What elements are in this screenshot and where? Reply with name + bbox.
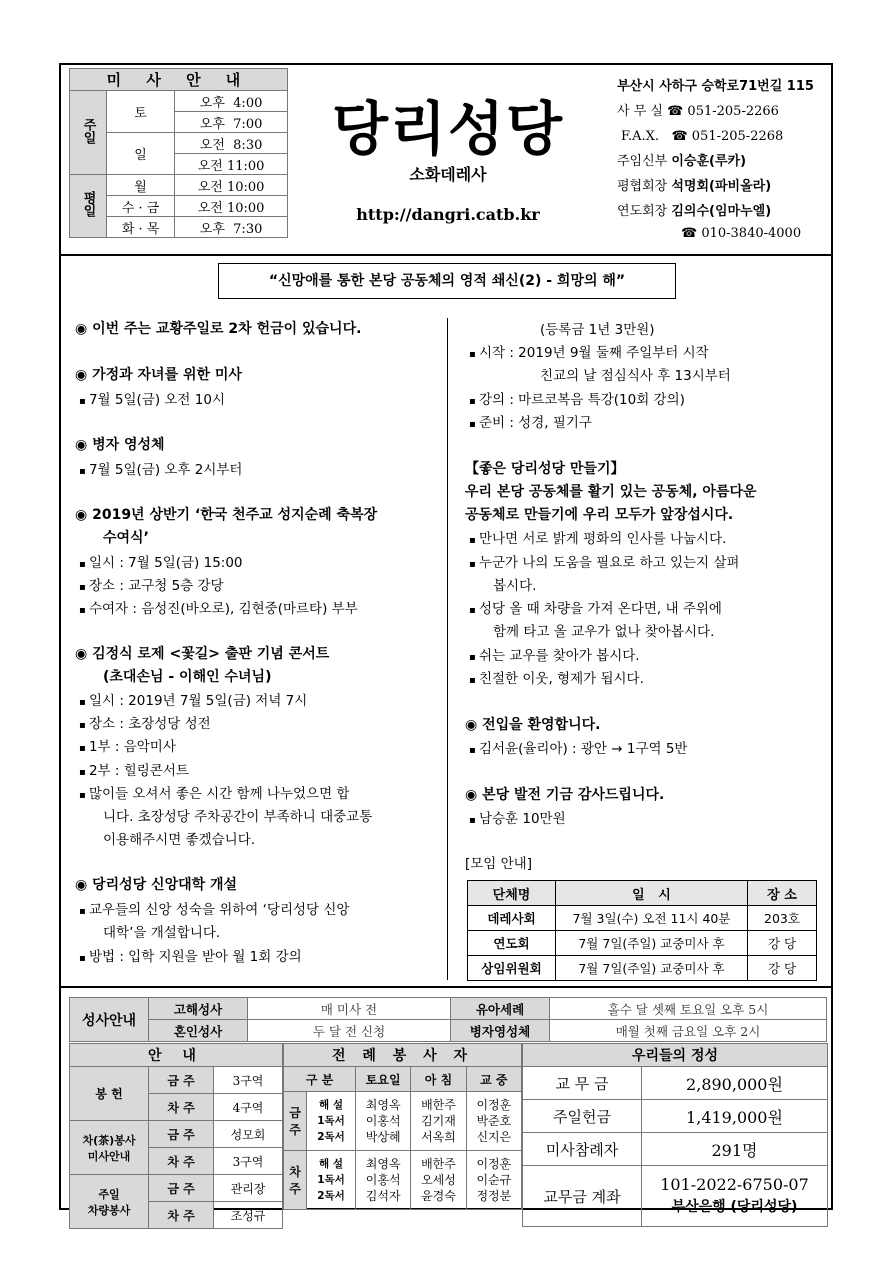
notice-line: ▪ 방법 : 입학 지원을 받아 월 1회 강의: [75, 945, 302, 965]
guide-group: 차(茶)봉사 미사안내: [70, 1121, 149, 1175]
servers-header: 교 중: [466, 1067, 521, 1092]
notice-line: ▪ 수여자 : 음성진(바오로), 김현중(마르타) 부부: [75, 597, 358, 617]
notice-line: ▪ 일시 : 7월 5일(금) 15:00: [75, 551, 243, 571]
fax-label: F.A.X.: [621, 129, 660, 144]
youth-phone: ☎ 010-3840-4000: [681, 226, 802, 241]
notice-line: 친교의 날 점심식사 후 13시부터: [540, 368, 731, 384]
mass-time: 오전 10:00: [175, 175, 288, 196]
mass-time: 오전 8:30: [175, 133, 288, 154]
notice-line: [모임 안내]: [465, 856, 532, 872]
gathering-time: 7월 7일(주일) 교중미사 후: [556, 956, 748, 981]
parish-title: 당리성당: [331, 95, 565, 163]
notice-line: ▪ 남승훈 10만원: [465, 807, 566, 827]
confession-value: 매 미사 전: [248, 998, 451, 1020]
pastor-label: 주임신부: [617, 154, 668, 169]
parish-url[interactable]: http://dangri.catb.kr: [356, 205, 540, 224]
sick-value: 매월 첫째 금요일 오후 2시: [550, 1020, 827, 1042]
servers-header: 토요일: [356, 1067, 411, 1092]
notice-line: ▪ 김서윤(율리아) : 광안 → 1구역 5반: [465, 737, 687, 757]
notice-line: ▪ 친절한 이웃, 형제가 됩시다.: [465, 667, 644, 687]
guide-title: 안 내: [70, 1044, 283, 1067]
servers-title: 전 례 봉 사 자: [284, 1044, 522, 1067]
gathering-time: 7월 7일(주일) 교중미사 후: [556, 931, 748, 956]
contact-info: [617, 74, 814, 244]
sunday-label: 주일: [70, 91, 107, 175]
office-label: 사 무 실: [617, 104, 663, 119]
offering-label: 교 무 금: [523, 1067, 642, 1100]
notice-line: ▪ 준비 : 성경, 필기구: [465, 411, 592, 431]
roles-label: 해 설 1독서 2독서: [307, 1151, 356, 1210]
guide-week: 차 주: [149, 1202, 214, 1229]
guide-week: 차 주: [149, 1094, 214, 1121]
notice-line: ▪ 교우들의 신앙 성숙을 위하여 ‘당리성당 신앙: [75, 898, 349, 918]
offering-title: 우리들의 정성: [523, 1044, 828, 1067]
offering-value: 1,419,000원: [642, 1100, 828, 1133]
notice-line: ▪ 1부 : 음악미사: [75, 735, 176, 755]
notice-heading: (초대손님 - 이해인 수녀님): [103, 669, 272, 685]
mass-schedule-table: [69, 68, 288, 238]
gathering-table: [467, 880, 817, 981]
servers-saturday: 최영옥 이홍석 김석자: [356, 1151, 411, 1210]
servers-header: 구 분: [284, 1067, 356, 1092]
mass-day: 수 · 금: [107, 196, 175, 217]
guide-value: 3구역: [214, 1148, 283, 1175]
guide-group: 주일 차량봉사: [70, 1175, 149, 1229]
notice-heading: ◉ 본당 발전 기금 감사드립니다.: [465, 787, 665, 803]
notice-heading: 수여식’: [103, 530, 149, 546]
gathering-header: 장 소: [748, 881, 817, 906]
notice-heading: ◉ 병자 영성체: [75, 437, 165, 453]
notice-line: 봅시다.: [493, 578, 537, 594]
notice-line: ▪ 많이들 오셔서 좋은 시간 함께 나누었으면 합: [75, 782, 349, 802]
pastor-name: 이승훈(루카): [671, 154, 747, 169]
servers-morning: 배한주 김기재 서옥희: [411, 1092, 466, 1151]
notice-heading: ◉ 2019년 상반기 ‘한국 천주교 성지순례 축복장: [75, 507, 378, 523]
notice-line: ▪ 장소 : 교구청 5층 강당: [75, 574, 224, 594]
notice-line: ▪ 만나면 서로 밝게 평화의 인사를 나눕시다.: [465, 527, 726, 547]
office-phone: ☎ 051-205-2266: [667, 104, 779, 119]
footer-divider: [60, 986, 832, 988]
notice-line: ▪ 쉬는 교우를 찾아가 봅시다.: [465, 644, 640, 664]
gathering-time: 7월 3일(수) 오전 11시 40분: [556, 906, 748, 931]
notice-line: 대학’을 개설합니다.: [103, 925, 221, 941]
notice-line: 함께 타고 올 교우가 없나 찾아봅시다.: [493, 624, 715, 640]
guide-group: 봉 헌: [70, 1067, 149, 1121]
gathering-header: 일 시: [556, 881, 748, 906]
mass-time: 오후 7:30: [175, 217, 288, 238]
mass-day: 화 · 목: [107, 217, 175, 238]
servers-main: 이정훈 박준호 신지은: [466, 1092, 521, 1151]
roles-label: 해 설 1독서 2독서: [307, 1092, 356, 1151]
gathering-header: 단체명: [468, 881, 556, 906]
mass-day: 토: [107, 91, 175, 133]
guide-week: 금 주: [149, 1175, 214, 1202]
address: 부산시 사하구 승학로71번길 115: [617, 79, 814, 94]
baptism-value: 홀수 달 셋째 토요일 오후 5시: [550, 998, 827, 1020]
mass-time: 오후 7:00: [175, 112, 288, 133]
notice-line: ▪ 7월 5일(금) 오전 10시: [75, 388, 225, 408]
guide-value: 3구역: [214, 1067, 283, 1094]
youth-label: 연도회장: [617, 204, 668, 219]
mass-schedule-title: 미 사 안 내: [70, 69, 288, 91]
sick-label: 병자영성체: [451, 1020, 550, 1042]
gathering-name: 데레사회: [468, 906, 556, 931]
account-number: 101-2022-6750-07: [660, 1175, 809, 1194]
column-divider: [447, 318, 448, 980]
notice-line: 이용해주시면 좋겠습니다.: [103, 832, 256, 848]
notice-heading: 【좋은 당리성당 만들기】: [465, 461, 625, 477]
mass-day: 월: [107, 175, 175, 196]
parish-subtitle: 소화데레사: [409, 165, 487, 184]
next-week-label: 차 주: [284, 1151, 307, 1210]
marriage-label: 혼인성사: [149, 1020, 248, 1042]
offering-label: 미사참례자: [523, 1133, 642, 1166]
gathering-name: 연도회: [468, 931, 556, 956]
sacraments-label: 성사안내: [70, 998, 149, 1042]
mass-time: 오전 10:00: [175, 196, 288, 217]
guide-table: [69, 1043, 283, 1229]
guide-value: 4구역: [214, 1094, 283, 1121]
marriage-value: 두 달 전 신청: [248, 1020, 451, 1042]
this-week-label: 금 주: [284, 1092, 307, 1151]
notice-heading: 우리 본당 공동체를 활기 있는 공동체, 아름다운: [465, 484, 757, 500]
notice-line: ▪ 강의 : 마르코복음 특강(10회 강의): [465, 388, 685, 408]
notice-line: ▪ 성당 올 때 차량을 가져 온다면, 내 주위에: [465, 597, 722, 617]
notice-heading: 공동체로 만들기에 우리 모두가 앞장섭시다.: [465, 507, 734, 523]
gathering-place: 강 당: [748, 956, 817, 981]
offering-label: 주일헌금: [523, 1100, 642, 1133]
sacraments-table: [69, 997, 827, 1042]
notice-line: (등록금 1년 3만원): [540, 322, 655, 338]
gathering-place: 203호: [748, 906, 817, 931]
servers-saturday: 최영옥 이홍석 박상혜: [356, 1092, 411, 1151]
notice-line: ▪ 누군가 나의 도움을 필요로 하고 있는지 살펴: [465, 551, 739, 571]
mass-time: 오후 4:00: [175, 91, 288, 112]
gathering-place: 강 당: [748, 931, 817, 956]
weekday-label: 평일: [70, 175, 107, 238]
notice-heading: ◉ 전입을 환영합니다.: [465, 717, 601, 733]
header-divider: [60, 254, 832, 256]
servers-header: 아 침: [411, 1067, 466, 1092]
gathering-name: 상임위원회: [468, 956, 556, 981]
baptism-label: 유아세례: [451, 998, 550, 1020]
account-info: [642, 1166, 828, 1227]
offering-table: [522, 1043, 828, 1227]
youth-name: 김의수(임마누엘): [671, 204, 772, 219]
notice-heading: ◉ 김정식 로제 <꽃길> 출판 기념 콘서트: [75, 646, 330, 662]
account-bank: 부산은행 (당리성당): [671, 1199, 798, 1215]
notice-heading: ◉ 이번 주는 교황주일로 2차 헌금이 있습니다.: [75, 321, 362, 337]
council-label: 평협회장: [617, 179, 668, 194]
notice-line: ▪ 2부 : 힐링콘서트: [75, 759, 189, 779]
guide-value: 관리장: [214, 1175, 283, 1202]
fax-phone: ☎ 051-205-2268: [671, 129, 784, 144]
servers-main: 이정훈 이순규 정정분: [466, 1151, 521, 1210]
council-name: 석명회(파비올라): [671, 179, 772, 194]
account-label: 교무금 계좌: [523, 1166, 642, 1227]
liturgy-servers-table: [283, 1043, 522, 1210]
offering-value: 291명: [642, 1133, 828, 1166]
offering-value: 2,890,000원: [642, 1067, 828, 1100]
confession-label: 고해성사: [149, 998, 248, 1020]
notice-heading: ◉ 당리성당 신앙대학 개설: [75, 877, 238, 893]
notice-line: 니다. 초장성당 주차공간이 부족하니 대중교통: [103, 809, 373, 825]
notice-heading: ◉ 가정과 자녀를 위한 미사: [75, 367, 242, 383]
guide-value: 성모회: [214, 1121, 283, 1148]
guide-week: 차 주: [149, 1148, 214, 1175]
notice-line: ▪ 시작 : 2019년 9월 둘째 주일부터 시작: [465, 341, 709, 361]
guide-week: 금 주: [149, 1121, 214, 1148]
notice-line: ▪ 일시 : 2019년 7월 5일(금) 저녁 7시: [75, 689, 307, 709]
mass-time: 오전 11:00: [175, 154, 288, 175]
servers-morning: 배한주 오세성 윤경숙: [411, 1151, 466, 1210]
guide-week: 금 주: [149, 1067, 214, 1094]
slogan-box: “신망애를 통한 본당 공동체의 영적 쇄신(2) - 희망의 해”: [218, 263, 676, 299]
notice-line: ▪ 7월 5일(금) 오후 2시부터: [75, 458, 242, 478]
guide-value: 조성규: [214, 1202, 283, 1229]
notice-line: ▪ 장소 : 초장성당 성전: [75, 712, 211, 732]
mass-day: 일: [107, 133, 175, 175]
